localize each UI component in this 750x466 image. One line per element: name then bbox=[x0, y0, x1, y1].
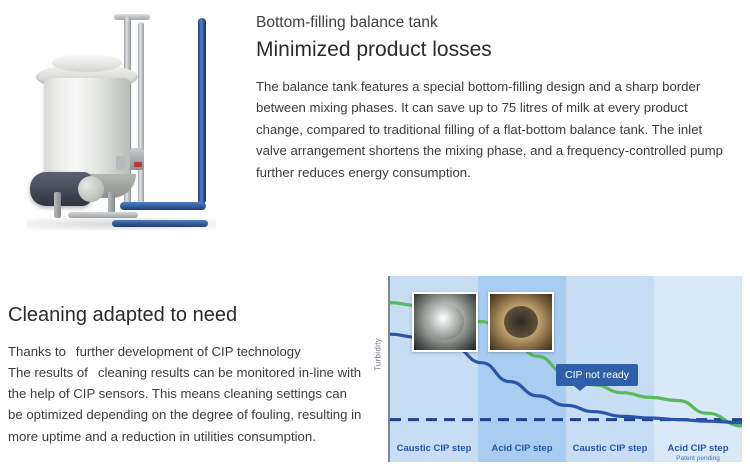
balance-tank-photo bbox=[8, 6, 240, 254]
chart-y-axis-label: Turbidity bbox=[373, 337, 383, 372]
cleaning-body-text bbox=[8, 341, 364, 447]
cleaning-section bbox=[0, 268, 750, 466]
product-eyebrow: Bottom-filling balance tank bbox=[256, 14, 438, 31]
valve-indicator bbox=[134, 162, 142, 167]
cip-not-ready-callout: CIP not ready bbox=[556, 364, 638, 386]
chart-band-label-2: Caustic CIP step bbox=[572, 443, 648, 454]
cleaning-body-line2-b: cleaning results can be monitored in-line with bbox=[97, 365, 362, 381]
chart-band-label-3: Acid CIP step bbox=[667, 443, 729, 454]
chart-band-label-0: Caustic CIP step bbox=[396, 443, 472, 454]
horizontal-blue-pipe-upper bbox=[120, 202, 206, 210]
chart-band-label-1: Acid CIP step bbox=[491, 443, 553, 454]
pipe-interior-fouled-photo bbox=[488, 292, 554, 352]
chart-plot-area bbox=[390, 276, 742, 462]
blue-vertical-pipe bbox=[198, 18, 206, 204]
tank-leg-left bbox=[54, 192, 61, 218]
chart-band-sub-3: Patent pending bbox=[676, 455, 720, 462]
cleaning-body-line1-a: Thanks to bbox=[8, 344, 66, 359]
pipe-interior-clean-photo bbox=[412, 292, 478, 352]
cip-turbidity-chart bbox=[368, 276, 742, 462]
product-body-text: The balance tank features a special bottom-filling design and a sharp border between mixing phases. It can save up to 75 litres of milk at every product change, compared to traditional filling of a flat-bottom balance tank. The inlet valve arrangement shortens the mixing phase, and a frequency-controlled pump further reduces energy consumption. bbox=[256, 79, 723, 180]
vertical-pipe-right bbox=[138, 22, 144, 204]
cleaning-body-line1-b: further development of CIP technology bbox=[75, 344, 301, 359]
product-text-block bbox=[256, 14, 736, 183]
valve-small bbox=[116, 156, 126, 170]
cleaning-text-block bbox=[8, 304, 364, 447]
product-headline: Minimized product losses bbox=[256, 38, 492, 61]
tank-lid bbox=[52, 54, 122, 72]
cleaning-body-line2-a: The results of bbox=[8, 365, 88, 381]
cleaning-headline: Cleaning adapted to need bbox=[8, 304, 238, 326]
floor-shadow bbox=[26, 218, 216, 230]
cleaning-body-rest: the help of CIP sensors. This means cleaning settings can be optimized depending on the degree of fouling, resulting in more uptime and a reduction in utilities consumption. bbox=[8, 386, 362, 444]
top-pipe-bracket bbox=[114, 14, 150, 20]
pump-head bbox=[78, 176, 104, 202]
